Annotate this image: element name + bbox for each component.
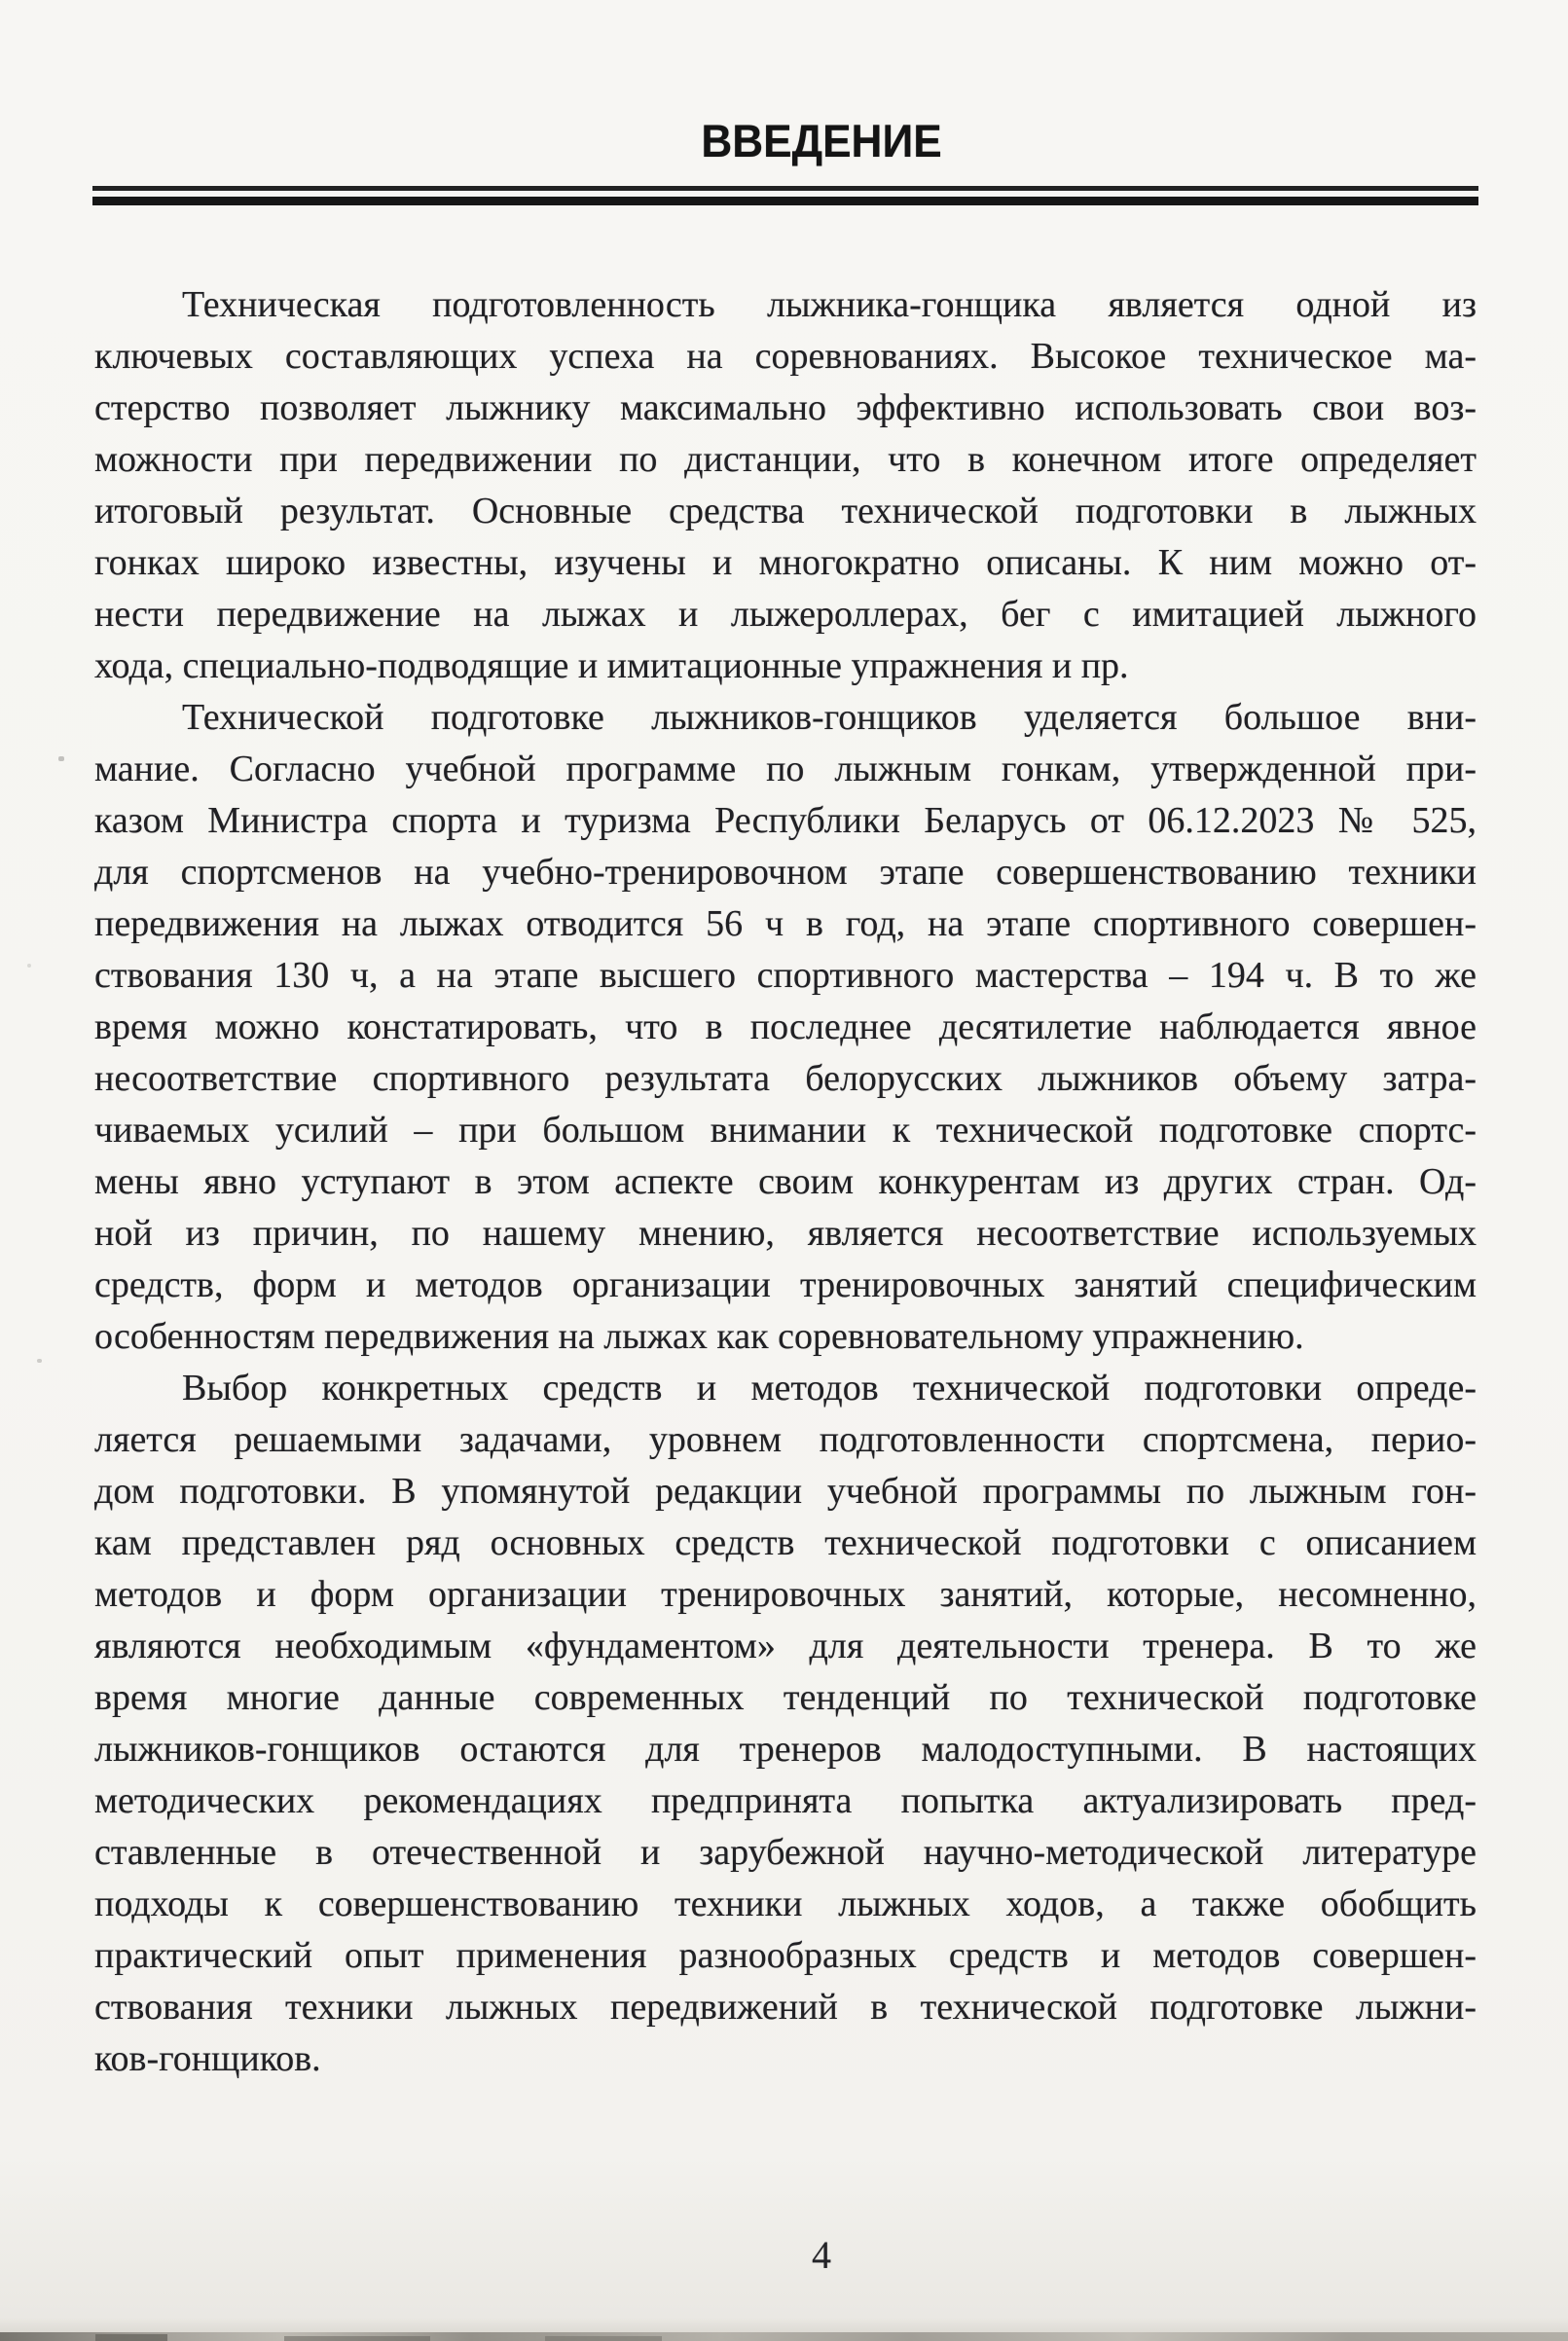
text-line: гонках широко известны, изучены и многократно описаны. К ним можно от-	[94, 542, 1477, 583]
text-line: методов и форм организации тренировочных занятий, которые, несомненно,	[94, 1574, 1477, 1615]
text-line: несоответствие спортивного результата белорусских лыжников объему затра-	[94, 1058, 1477, 1099]
text-line: хода, специально-подводящие и имитационные упражнения и пр.	[94, 645, 1129, 686]
scan-artifact	[284, 2336, 430, 2341]
text-line: ключевых составляющих успеха на соревнованиях. Высокое техническое ма-	[94, 336, 1477, 377]
page-number: 4	[812, 2233, 831, 2277]
text-line: лыжников-гонщиков остаются для тренеров малодоступными. В настоящих	[94, 1729, 1477, 1770]
text-line: ной из причин, по нашему мнению, является несоответствие используемых	[94, 1213, 1477, 1254]
text-line: подходы к совершенствованию техники лыжных ходов, а также обобщить	[94, 1884, 1477, 1924]
text-line: дом подготовки. В упомянутой редакции учебной программы по лыжным гон-	[94, 1471, 1477, 1512]
text-line: мены явно уступают в этом аспекте своим конкурентам из других стран. Од-	[94, 1161, 1477, 1202]
text-line: ствования техники лыжных передвижений в технической подготовке лыжни-	[94, 1987, 1477, 2028]
text-line: казом Министра спорта и туризма Республики Беларусь от 06.12.2023 № 525,	[94, 800, 1477, 841]
text-line: передвижения на лыжах отводится 56 ч в год, на этапе спортивного совершен-	[94, 903, 1477, 944]
page-title: ВВЕДЕНИЕ	[701, 115, 942, 166]
text-line: Техническая подготовленность лыжника-гонщика является одной из	[182, 284, 1477, 325]
text-line: кам представлен ряд основных средств технической подготовки с описанием	[94, 1522, 1477, 1563]
text-line: Технической подготовке лыжников-гонщиков уделяется большое вни-	[182, 697, 1477, 738]
body-text	[94, 279, 1477, 2085]
text-line: средств, форм и методов организации тренировочных занятий специфическим	[94, 1264, 1477, 1305]
scan-speck	[27, 964, 31, 968]
text-line: методических рекомендациях предпринята попытка актуализировать пред-	[94, 1780, 1477, 1821]
scan-artifact	[545, 2336, 662, 2341]
text-line: итоговый результат. Основные средства технической подготовки в лыжных	[94, 491, 1477, 531]
text-line: чиваемых усилий – при большом внимании к технической подготовке спортс-	[94, 1110, 1477, 1151]
text-line: ставленные в отечественной и зарубежной научно-методической литературе	[94, 1832, 1477, 1873]
text-line: ков-гонщиков.	[94, 2038, 321, 2079]
text-line: можности при передвижении по дистанции, что в конечном итоге определяет	[94, 439, 1477, 480]
text-line: ляется решаемыми задачами, уровнем подготовленности спортсмена, перио-	[94, 1419, 1477, 1460]
scan-bottom-edge	[0, 2332, 1568, 2341]
text-line: стерство позволяет лыжнику максимально эффективно использовать свои воз-	[94, 387, 1477, 428]
text-line: время можно констатировать, что в последнее десятилетие наблюдается явное	[94, 1006, 1477, 1047]
paragraph	[94, 279, 1477, 692]
paragraph	[94, 1363, 1477, 2085]
scan-speck	[58, 756, 64, 761]
text-line: Выбор конкретных средств и методов технической подготовки опреде-	[182, 1368, 1477, 1408]
text-line: нести передвижение на лыжах и лыжероллерах, бег с имитацией лыжного	[94, 594, 1477, 635]
text-line: время многие данные современных тенденций по технической подготовке	[94, 1677, 1477, 1718]
title-divider-thin	[92, 186, 1478, 191]
text-line: особенностям передвижения на лыжах как соревновательному упражнению.	[94, 1316, 1304, 1357]
text-line: являются необходимым «фундаментом» для деятельности тренера. В то же	[94, 1626, 1477, 1666]
text-line: практический опыт применения разнообразных средств и методов совершен-	[94, 1935, 1477, 1976]
title-divider-thick	[92, 197, 1478, 205]
scan-speck	[37, 1359, 42, 1363]
scan-artifact	[95, 2334, 167, 2341]
text-line: ствования 130 ч, а на этапе высшего спортивного мастерства – 194 ч. В то же	[94, 955, 1477, 996]
text-line: мание. Согласно учебной программе по лыжным гонкам, утвержденной при-	[94, 749, 1477, 789]
text-line: для спортсменов на учебно-тренировочном этапе совершенствованию техники	[94, 852, 1477, 893]
paragraph	[94, 692, 1477, 1363]
